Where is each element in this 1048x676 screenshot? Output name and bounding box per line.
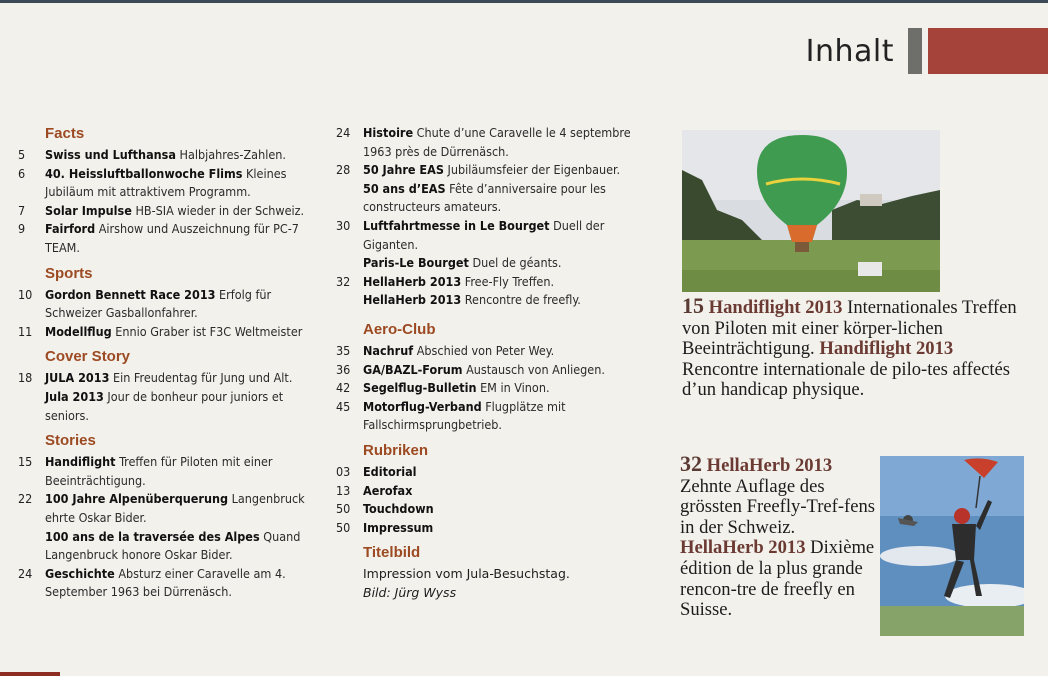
- toc-entry: [336, 161, 636, 180]
- contents-column-1: [18, 124, 328, 608]
- toc-entry-title: GA/BAZL-Forum: [363, 361, 463, 377]
- toc-entry: [336, 273, 636, 292]
- toc-page-number: 50: [336, 501, 351, 517]
- toc-entry-title: 50 Jahre EAS: [363, 162, 444, 178]
- toc-entry: [18, 146, 328, 165]
- toc-entry-description: Free-Fly Treffen.: [464, 273, 555, 289]
- titelbild-credit: Bild: Jürg Wyss: [363, 584, 457, 600]
- feature-handiflight: [682, 293, 1032, 401]
- feature-heading-de: Handiflight 2013: [708, 297, 843, 318]
- toc-entry-description: Ein Freudentag für Jung und Alt.: [112, 370, 293, 386]
- section-rubriken: [336, 441, 636, 537]
- toc-entry: [18, 202, 328, 221]
- toc-entry-title: Aerofax: [363, 482, 413, 498]
- toc-entry-description: EM in Vinon.: [480, 380, 550, 396]
- toc-entry: [18, 323, 328, 342]
- toc-entry-title: 100 ans de la traversée des Alpes: [45, 528, 260, 544]
- toc-entry: [336, 361, 636, 380]
- toc-entry: [336, 254, 636, 273]
- feature-text-de: Internationales Treffen von Piloten mit einer körper-lichen Beeinträchtigung.: [682, 297, 1017, 360]
- toc-entry-description: Jubiläumsfeier der Eigenbauer.: [447, 162, 621, 178]
- toc-entry: [336, 379, 636, 398]
- toc-entry-title: Jula 2013: [45, 388, 104, 404]
- toc-entry-description: Absturz einer Caravelle am 4. September 1963 bei Dürrenäsch.: [45, 565, 286, 600]
- toc-page-number: 10: [18, 286, 33, 302]
- section-titelbild: [336, 543, 636, 602]
- toc-entry: [18, 490, 328, 527]
- toc-entry: [18, 220, 328, 257]
- feature-hellaherb: [680, 451, 876, 621]
- toc-entry: [336, 180, 636, 217]
- toc-entry: [336, 500, 636, 519]
- toc-entry-description: Erfolg für Schweizer Gasballonfahrer.: [45, 286, 272, 321]
- feature-heading-de: HellaHerb 2013: [706, 455, 833, 476]
- toc-entry-title: Impressum: [363, 519, 434, 535]
- section-heading: Titelbild: [363, 544, 421, 562]
- feature-text-fr: Dixième édition de la plus grande rencon-tre de freefly en Suisse.: [680, 537, 875, 621]
- toc-entry-title: Nachruf: [363, 342, 414, 358]
- toc-entry-title: Geschichte: [45, 565, 115, 581]
- toc-entry-description: Chute d’une Caravelle le 4 septembre 1963 près de Dürrenäsch.: [363, 125, 631, 159]
- feature-text-fr: Rencontre internationale de pilo-tes affectés d’un handicap physique.: [682, 358, 1011, 401]
- toc-page-number: 30: [336, 217, 351, 233]
- toc-entry-title: Touchdown: [363, 501, 434, 517]
- toc-page-number: 7: [18, 202, 26, 218]
- toc-page-number: 28: [336, 162, 351, 178]
- toc-entry-description: Duell der Giganten.: [363, 217, 605, 252]
- toc-entry-description: Fête d’anniversaire pour les constructeurs amateurs.: [363, 180, 606, 215]
- toc-entry-description: Halbjahres-Zahlen.: [179, 147, 286, 162]
- feature-heading-fr: HellaHerb 2013: [680, 537, 806, 559]
- hot-air-balloon-photo: [682, 130, 940, 292]
- toc-page-number: 42: [336, 380, 351, 396]
- section-aero-club: [336, 320, 636, 435]
- section-heading: Cover Story: [45, 348, 131, 366]
- toc-entry: [336, 482, 636, 501]
- toc-entry-description: Airshow und Auszeichnung für PC-7 TEAM.: [45, 221, 299, 255]
- toc-entry-title: Luftfahrtmesse in Le Bourget: [363, 217, 550, 233]
- toc-page-number: 03: [336, 463, 351, 479]
- toc-entry-description: Kleines Jubiläum mit attraktivem Programm.: [45, 165, 287, 200]
- toc-entry-title: 40. Heissluftballonwoche Flims: [45, 165, 243, 181]
- toc-entry-title: JULA 2013: [45, 370, 110, 386]
- toc-entry-title: Paris-Le Bourget: [363, 255, 469, 271]
- toc-entry-description: Jour de bonheur pour juniors et seniors.: [45, 388, 284, 423]
- section-heading: Stories: [45, 432, 96, 450]
- toc-entry: [18, 286, 328, 323]
- toc-entry-title: Handiflight: [45, 454, 116, 470]
- toc-page-number: 5: [18, 147, 26, 162]
- toc-page-number: 45: [336, 398, 351, 414]
- toc-entry: [336, 519, 636, 538]
- toc-entry: [336, 398, 636, 435]
- toc-page-number: 13: [336, 482, 351, 498]
- toc-page-number: 22: [18, 491, 33, 507]
- toc-entry-title: HellaHerb 2013: [363, 273, 462, 289]
- toc-entry-title: 100 Jahre Alpenüberquerung: [45, 491, 229, 507]
- toc-entry-description: Treffen für Piloten mit einer Beeinträchtigung.: [45, 454, 273, 488]
- toc-page-number: 24: [336, 125, 351, 140]
- section-sports: [18, 264, 328, 342]
- toc-entry-description: Austausch von Anliegen.: [466, 361, 605, 377]
- toc-entry-title: Editorial: [363, 463, 417, 479]
- feature-text-de: Zehnte Auflage des grössten Freefly-Tref-fens in der Schweiz.: [680, 475, 876, 538]
- toc-entry: [18, 528, 328, 565]
- toc-page-number: 15: [18, 454, 33, 470]
- toc-entry-title: Fairford: [45, 221, 96, 237]
- toc-entry-title: Modellflug: [45, 323, 112, 339]
- toc-entry-title: Swiss und Lufthansa: [45, 147, 176, 162]
- toc-page-number: 6: [18, 165, 26, 181]
- bottom-rule: [0, 672, 60, 676]
- toc-entry-title: Solar Impulse: [45, 202, 132, 218]
- toc-entry-description: Rencontre de freefly.: [464, 292, 581, 308]
- section-heading: Rubriken: [363, 441, 429, 459]
- toc-entry-description: Quand Langenbruck honore Oskar Bider.: [45, 528, 301, 563]
- section-heading: Aero-Club: [363, 320, 436, 338]
- toc-entry: [336, 463, 636, 482]
- section-stories: [18, 431, 328, 602]
- toc-page-number: 50: [336, 519, 351, 535]
- title-red-bar: [928, 28, 1048, 74]
- toc-page-number: 24: [18, 565, 33, 581]
- toc-page-number: 32: [336, 273, 351, 289]
- page-title: Inhalt: [805, 33, 894, 69]
- toc-entry-title: Segelflug-Bulletin: [363, 380, 477, 396]
- toc-entry-title: Gordon Bennett Race 2013: [45, 286, 216, 302]
- feature-page-number: 32: [680, 451, 702, 476]
- toc-entry-description: Flugplätze mit Fallschirmsprungbetrieb.: [363, 398, 566, 433]
- toc-entry: [18, 388, 328, 425]
- contents-column-2: [336, 124, 636, 608]
- skydiver-photo: [880, 456, 1024, 636]
- titelbild-caption: Impression vom Jula-Besuchstag.: [363, 566, 570, 582]
- toc-entry-description: HB-SIA wieder in der Schweiz.: [135, 202, 305, 218]
- toc-entry: [336, 124, 636, 161]
- toc-entry-title: 50 ans d’EAS: [363, 180, 446, 196]
- toc-entry: [336, 217, 636, 254]
- toc-entry-title: HellaHerb 2013: [363, 292, 462, 308]
- toc-page-number: 9: [18, 221, 26, 237]
- toc-entry: [336, 291, 636, 310]
- section-stories-continued: [336, 124, 636, 310]
- title-block: [806, 28, 1048, 74]
- feature-heading-fr: Handiflight 2013: [819, 338, 954, 360]
- toc-entry-description: Ennio Graber ist F3C Weltmeister: [115, 323, 303, 339]
- toc-entry: [18, 565, 328, 602]
- toc-entry: [18, 165, 328, 202]
- section-heading: Facts: [45, 125, 85, 142]
- toc-entry-description: Langenbruck ehrte Oskar Bider.: [45, 491, 305, 525]
- section-facts: [18, 124, 328, 258]
- title-grey-bar: [908, 28, 922, 74]
- toc-entry-description: Abschied von Peter Wey.: [416, 342, 555, 358]
- toc-page-number: 18: [18, 370, 33, 386]
- toc-page-number: 11: [18, 323, 33, 339]
- toc-entry: [336, 342, 636, 361]
- section-heading: Sports: [45, 264, 93, 282]
- toc-entry: [18, 369, 328, 388]
- feature-page-number: 15: [682, 293, 704, 318]
- toc-entry-description: Duel de géants.: [472, 255, 562, 271]
- top-rule: [0, 0, 1048, 3]
- toc-page-number: 36: [336, 361, 351, 377]
- toc-entry-title: Motorflug-Verband: [363, 398, 482, 414]
- section-cover-story: [18, 347, 328, 425]
- toc-entry: [18, 453, 328, 490]
- toc-entry-title: Histoire: [363, 125, 414, 140]
- toc-page-number: 35: [336, 342, 351, 358]
